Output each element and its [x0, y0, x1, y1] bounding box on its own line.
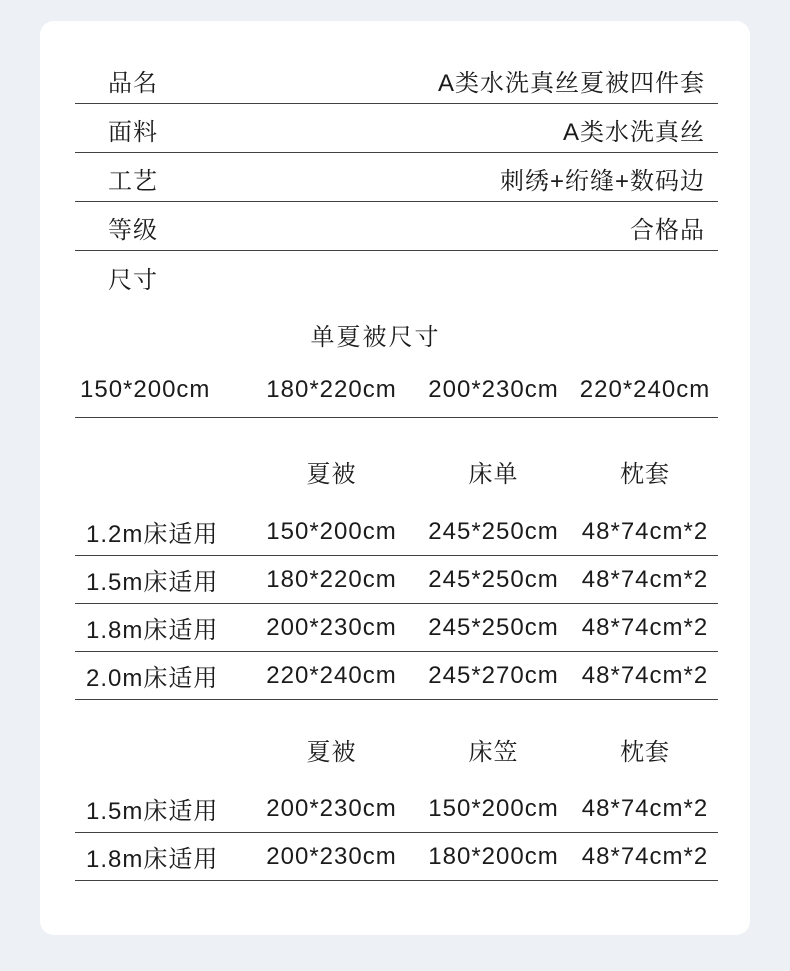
- column-header-sheet: 床单: [468, 461, 519, 488]
- row-label: 1.8m床适用: [86, 617, 219, 644]
- row-label: 1.5m床适用: [86, 569, 219, 596]
- spec-row-product-name: [75, 55, 718, 104]
- single-quilt-sizes-row: [75, 368, 718, 418]
- cell-value: 245*250cm: [428, 613, 559, 641]
- spec-value: 刺绣+绗缝+数码边: [499, 168, 705, 195]
- spec-value: 合格品: [630, 217, 705, 244]
- spec-label: 面料: [108, 119, 158, 146]
- quilt-size: 220*240cm: [579, 376, 711, 403]
- column-header-pillowcase: 枕套: [620, 461, 670, 488]
- cell-value: 48*74cm*2: [581, 565, 709, 593]
- row-label: 2.0m床适用: [86, 665, 219, 692]
- row-label: 1.5m床适用: [86, 798, 219, 825]
- spec-content: [75, 21, 718, 881]
- cell-value: 48*74cm*2: [581, 517, 709, 545]
- spec-row-fabric: [75, 104, 718, 153]
- table-row: [75, 833, 718, 881]
- spec-row-craft: [75, 153, 718, 202]
- spec-row-grade: [75, 202, 718, 251]
- cell-value: 200*230cm: [266, 794, 397, 822]
- spec-card: [40, 21, 750, 935]
- set-table-1-header: [75, 418, 718, 508]
- spec-label: 尺寸: [108, 267, 158, 294]
- spec-value: A类水洗真丝: [562, 119, 705, 146]
- cell-value: 245*250cm: [428, 517, 559, 545]
- cell-value: 48*74cm*2: [581, 794, 709, 822]
- table-row: [75, 652, 718, 700]
- quilt-size: 150*200cm: [80, 376, 211, 403]
- set-table-2-header: [75, 700, 718, 785]
- table-row: [75, 556, 718, 604]
- spec-label: 品名: [108, 70, 158, 97]
- cell-value: 150*200cm: [266, 517, 397, 545]
- cell-value: 150*200cm: [428, 794, 559, 822]
- row-label: 1.2m床适用: [86, 521, 219, 548]
- table-row: [75, 785, 718, 833]
- spec-row-size: [75, 251, 718, 300]
- table-row: [75, 604, 718, 652]
- column-header-pillowcase: 枕套: [620, 739, 670, 766]
- spec-value: A类水洗真丝夏被四件套: [437, 70, 705, 97]
- cell-value: 48*74cm*2: [581, 613, 709, 641]
- cell-value: 200*230cm: [266, 842, 397, 870]
- table-row: [75, 508, 718, 556]
- cell-value: 48*74cm*2: [581, 842, 709, 870]
- column-header-quilt: 夏被: [306, 461, 357, 488]
- single-quilt-title: 单夏被尺寸: [310, 323, 441, 351]
- cell-value: 180*220cm: [266, 565, 397, 593]
- spec-label: 等级: [108, 217, 158, 244]
- column-header-fitted-sheet: 床笠: [468, 739, 519, 766]
- cell-value: 200*230cm: [266, 613, 397, 641]
- cell-value: 245*270cm: [428, 661, 559, 689]
- cell-value: 180*200cm: [428, 842, 559, 870]
- cell-value: 220*240cm: [266, 661, 397, 689]
- quilt-size: 200*230cm: [428, 376, 559, 403]
- cell-value: 48*74cm*2: [581, 661, 709, 689]
- column-header-quilt: 夏被: [306, 739, 357, 766]
- spec-label: 工艺: [108, 168, 158, 195]
- row-label: 1.8m床适用: [86, 846, 219, 873]
- quilt-size: 180*220cm: [266, 376, 397, 403]
- cell-value: 245*250cm: [428, 565, 559, 593]
